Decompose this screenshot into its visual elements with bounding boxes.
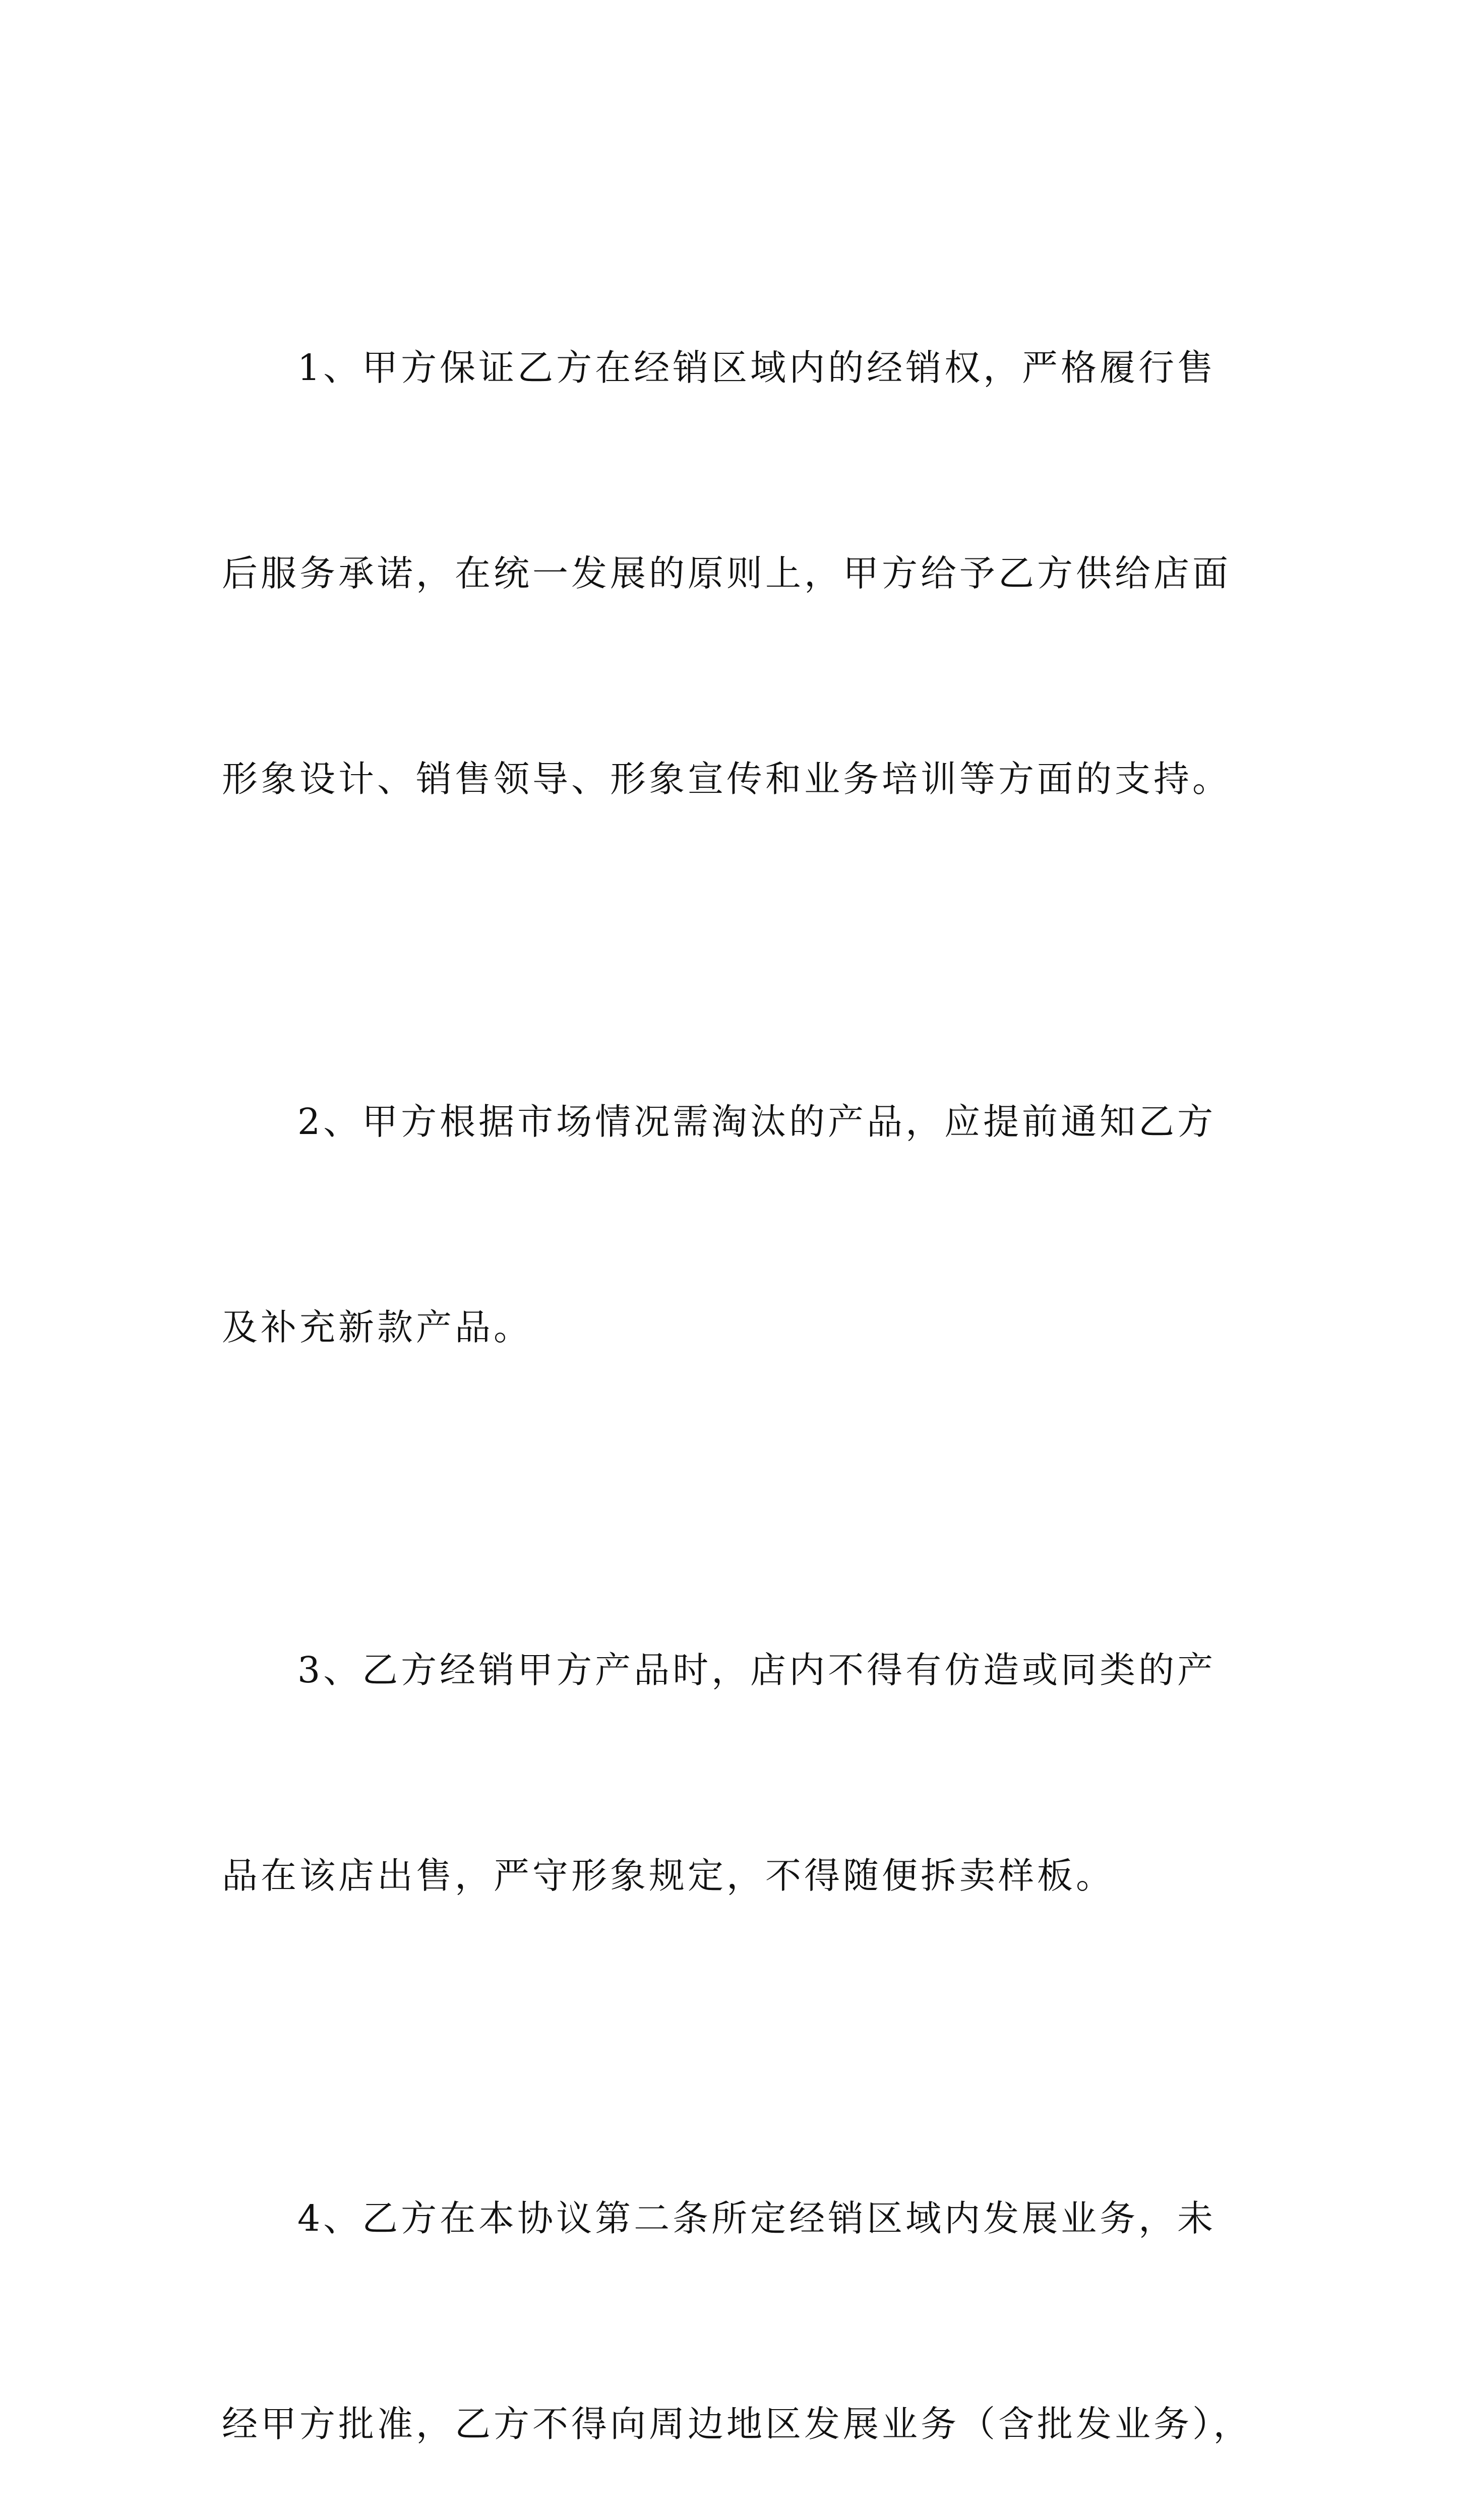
text-line: 3、乙方经销甲方产品时，店内不得有仿造或同类的产 xyxy=(297,1649,1217,1691)
text-line: 形象设计、销售领导、形象宣传和业务培训等方面的支持。 xyxy=(222,758,1232,800)
text-line: 及补充新款产品。 xyxy=(222,1306,533,1348)
text-line: 2、甲方根据市场情况需淘汰的产品，应提前通知乙方 xyxy=(297,1101,1217,1143)
text-line: 经甲方批准，乙方不得向周边地区发展业务（含批发业务）， xyxy=(222,2403,1252,2445)
text-line: 4、乙方在本协议第二条所定经销区域内发展业务，未 xyxy=(297,2197,1217,2239)
text-line: 后服务承诺，在统一发展的原则上，甲方给予乙方供给店面 xyxy=(222,552,1232,594)
text-line: 1、甲方保证乙方在经销区域内的经销权，严格履行售 xyxy=(297,347,1217,389)
text-line: 品在该店出售，严守形象规定，不得随便拆卖样板。 xyxy=(222,1855,1115,1897)
document-body xyxy=(222,197,1253,2520)
paragraph-supply-rights xyxy=(222,197,1253,951)
paragraph-product-elimination xyxy=(222,951,1253,1499)
paragraph-territory xyxy=(222,2047,1253,2520)
paragraph-no-imitation xyxy=(222,1499,1253,2047)
